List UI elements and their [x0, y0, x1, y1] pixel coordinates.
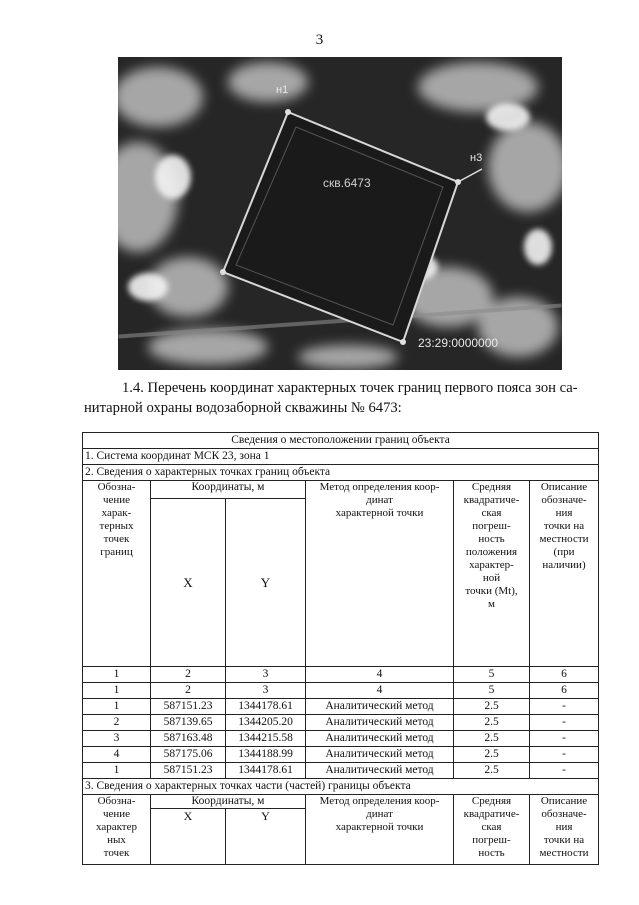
- numbering-row: [83, 683, 599, 699]
- header-designation: Обозна- чение харак- терных точек границ: [83, 481, 151, 667]
- method: Аналитический метод: [306, 763, 454, 779]
- numbering-row: [83, 667, 599, 683]
- point-id: 4: [83, 747, 151, 763]
- boundary-coordinates-table: [82, 432, 599, 865]
- section-1-title: 1. Система координат МСК 23, зона 1: [83, 449, 599, 465]
- error: 2.5: [454, 763, 530, 779]
- section-2-title: 2. Сведения о характерных точках границ объекта: [83, 465, 599, 481]
- paragraph-line-2: нитарной охраны водозаборной скважины № 6473:: [84, 400, 402, 416]
- header-y: Y: [226, 499, 306, 667]
- coord-x: 587163.48: [151, 731, 226, 747]
- coord-y: 1344178.61: [226, 763, 306, 779]
- error: 2.5: [454, 731, 530, 747]
- cadastral-label: 23:29:0000000: [418, 336, 499, 350]
- header-error: Средняя квадратиче- ская погреш- ность положения характер- ной точки (Mt), м: [454, 481, 530, 667]
- numbering-cell: 6: [530, 683, 599, 699]
- header-description: Описание обозначе- ния точки на местности (при наличии): [530, 481, 599, 667]
- numbering-cell: 3: [226, 667, 306, 683]
- coordinates-paragraph: [84, 378, 604, 418]
- numbering-cell: 4: [306, 667, 454, 683]
- header-x: X: [151, 499, 226, 667]
- table-row: [83, 731, 599, 747]
- point-id: 1: [83, 763, 151, 779]
- coord-x: 587151.23: [151, 763, 226, 779]
- numbering-cell: 5: [454, 683, 530, 699]
- header2-method: Метод определения коор- динат характерной точки: [306, 795, 454, 865]
- method: Аналитический метод: [306, 715, 454, 731]
- error: 2.5: [454, 715, 530, 731]
- numbering-cell: 4: [306, 683, 454, 699]
- point-label-right: н3: [470, 152, 483, 164]
- point-id: 1: [83, 699, 151, 715]
- coord-x: 587151.23: [151, 699, 226, 715]
- description: -: [530, 699, 599, 715]
- numbering-cell: 2: [151, 667, 226, 683]
- description: -: [530, 747, 599, 763]
- error: 2.5: [454, 747, 530, 763]
- table-row: [83, 699, 599, 715]
- coord-x: 587175.06: [151, 747, 226, 763]
- method: Аналитический метод: [306, 747, 454, 763]
- numbering-cell: 1: [83, 667, 151, 683]
- header-method: Метод определения коор- динат характерной точки: [306, 481, 454, 667]
- numbering-cell: 5: [454, 667, 530, 683]
- header2-y: Y: [226, 809, 306, 865]
- aerial-photo-image: [118, 57, 562, 370]
- section-3-title: 3. Сведения о характерных точках части (частей) границы объекта: [83, 779, 599, 795]
- table-row: [83, 715, 599, 731]
- numbering-cell: 2: [151, 683, 226, 699]
- numbering-cell: 1: [83, 683, 151, 699]
- description: -: [530, 763, 599, 779]
- coord-y: 1344215.58: [226, 731, 306, 747]
- header2-error: Средняя квадратиче- ская погреш- ность: [454, 795, 530, 865]
- table-row: [83, 763, 599, 779]
- method: Аналитический метод: [306, 731, 454, 747]
- error: 2.5: [454, 699, 530, 715]
- coord-y: 1344178.61: [226, 699, 306, 715]
- description: -: [530, 715, 599, 731]
- point-label-top: н1: [276, 84, 289, 96]
- paragraph-line-1: 1.4. Перечень координат характерных точек границ первого пояса зон са-: [122, 380, 578, 396]
- header-coordinates: Координаты, м: [151, 481, 306, 499]
- page-number: 3: [315, 32, 324, 48]
- method: Аналитический метод: [306, 699, 454, 715]
- aerial-photo: [118, 57, 562, 370]
- numbering-cell: 3: [226, 683, 306, 699]
- table-row: [83, 747, 599, 763]
- point-id: 3: [83, 731, 151, 747]
- coord-y: 1344205.20: [226, 715, 306, 731]
- header2-coordinates: Координаты, м: [151, 795, 306, 809]
- coord-y: 1344188.99: [226, 747, 306, 763]
- table-title: Сведения о местоположении границ объекта: [83, 433, 599, 449]
- well-label: скв.6473: [323, 176, 371, 190]
- header2-designation: Обозна- чение характер ных точек: [83, 795, 151, 865]
- header2-description: Описание обозначе- ния точки на местности: [530, 795, 599, 865]
- coord-x: 587139.65: [151, 715, 226, 731]
- header2-x: X: [151, 809, 226, 865]
- description: -: [530, 731, 599, 747]
- numbering-cell: 6: [530, 667, 599, 683]
- point-id: 2: [83, 715, 151, 731]
